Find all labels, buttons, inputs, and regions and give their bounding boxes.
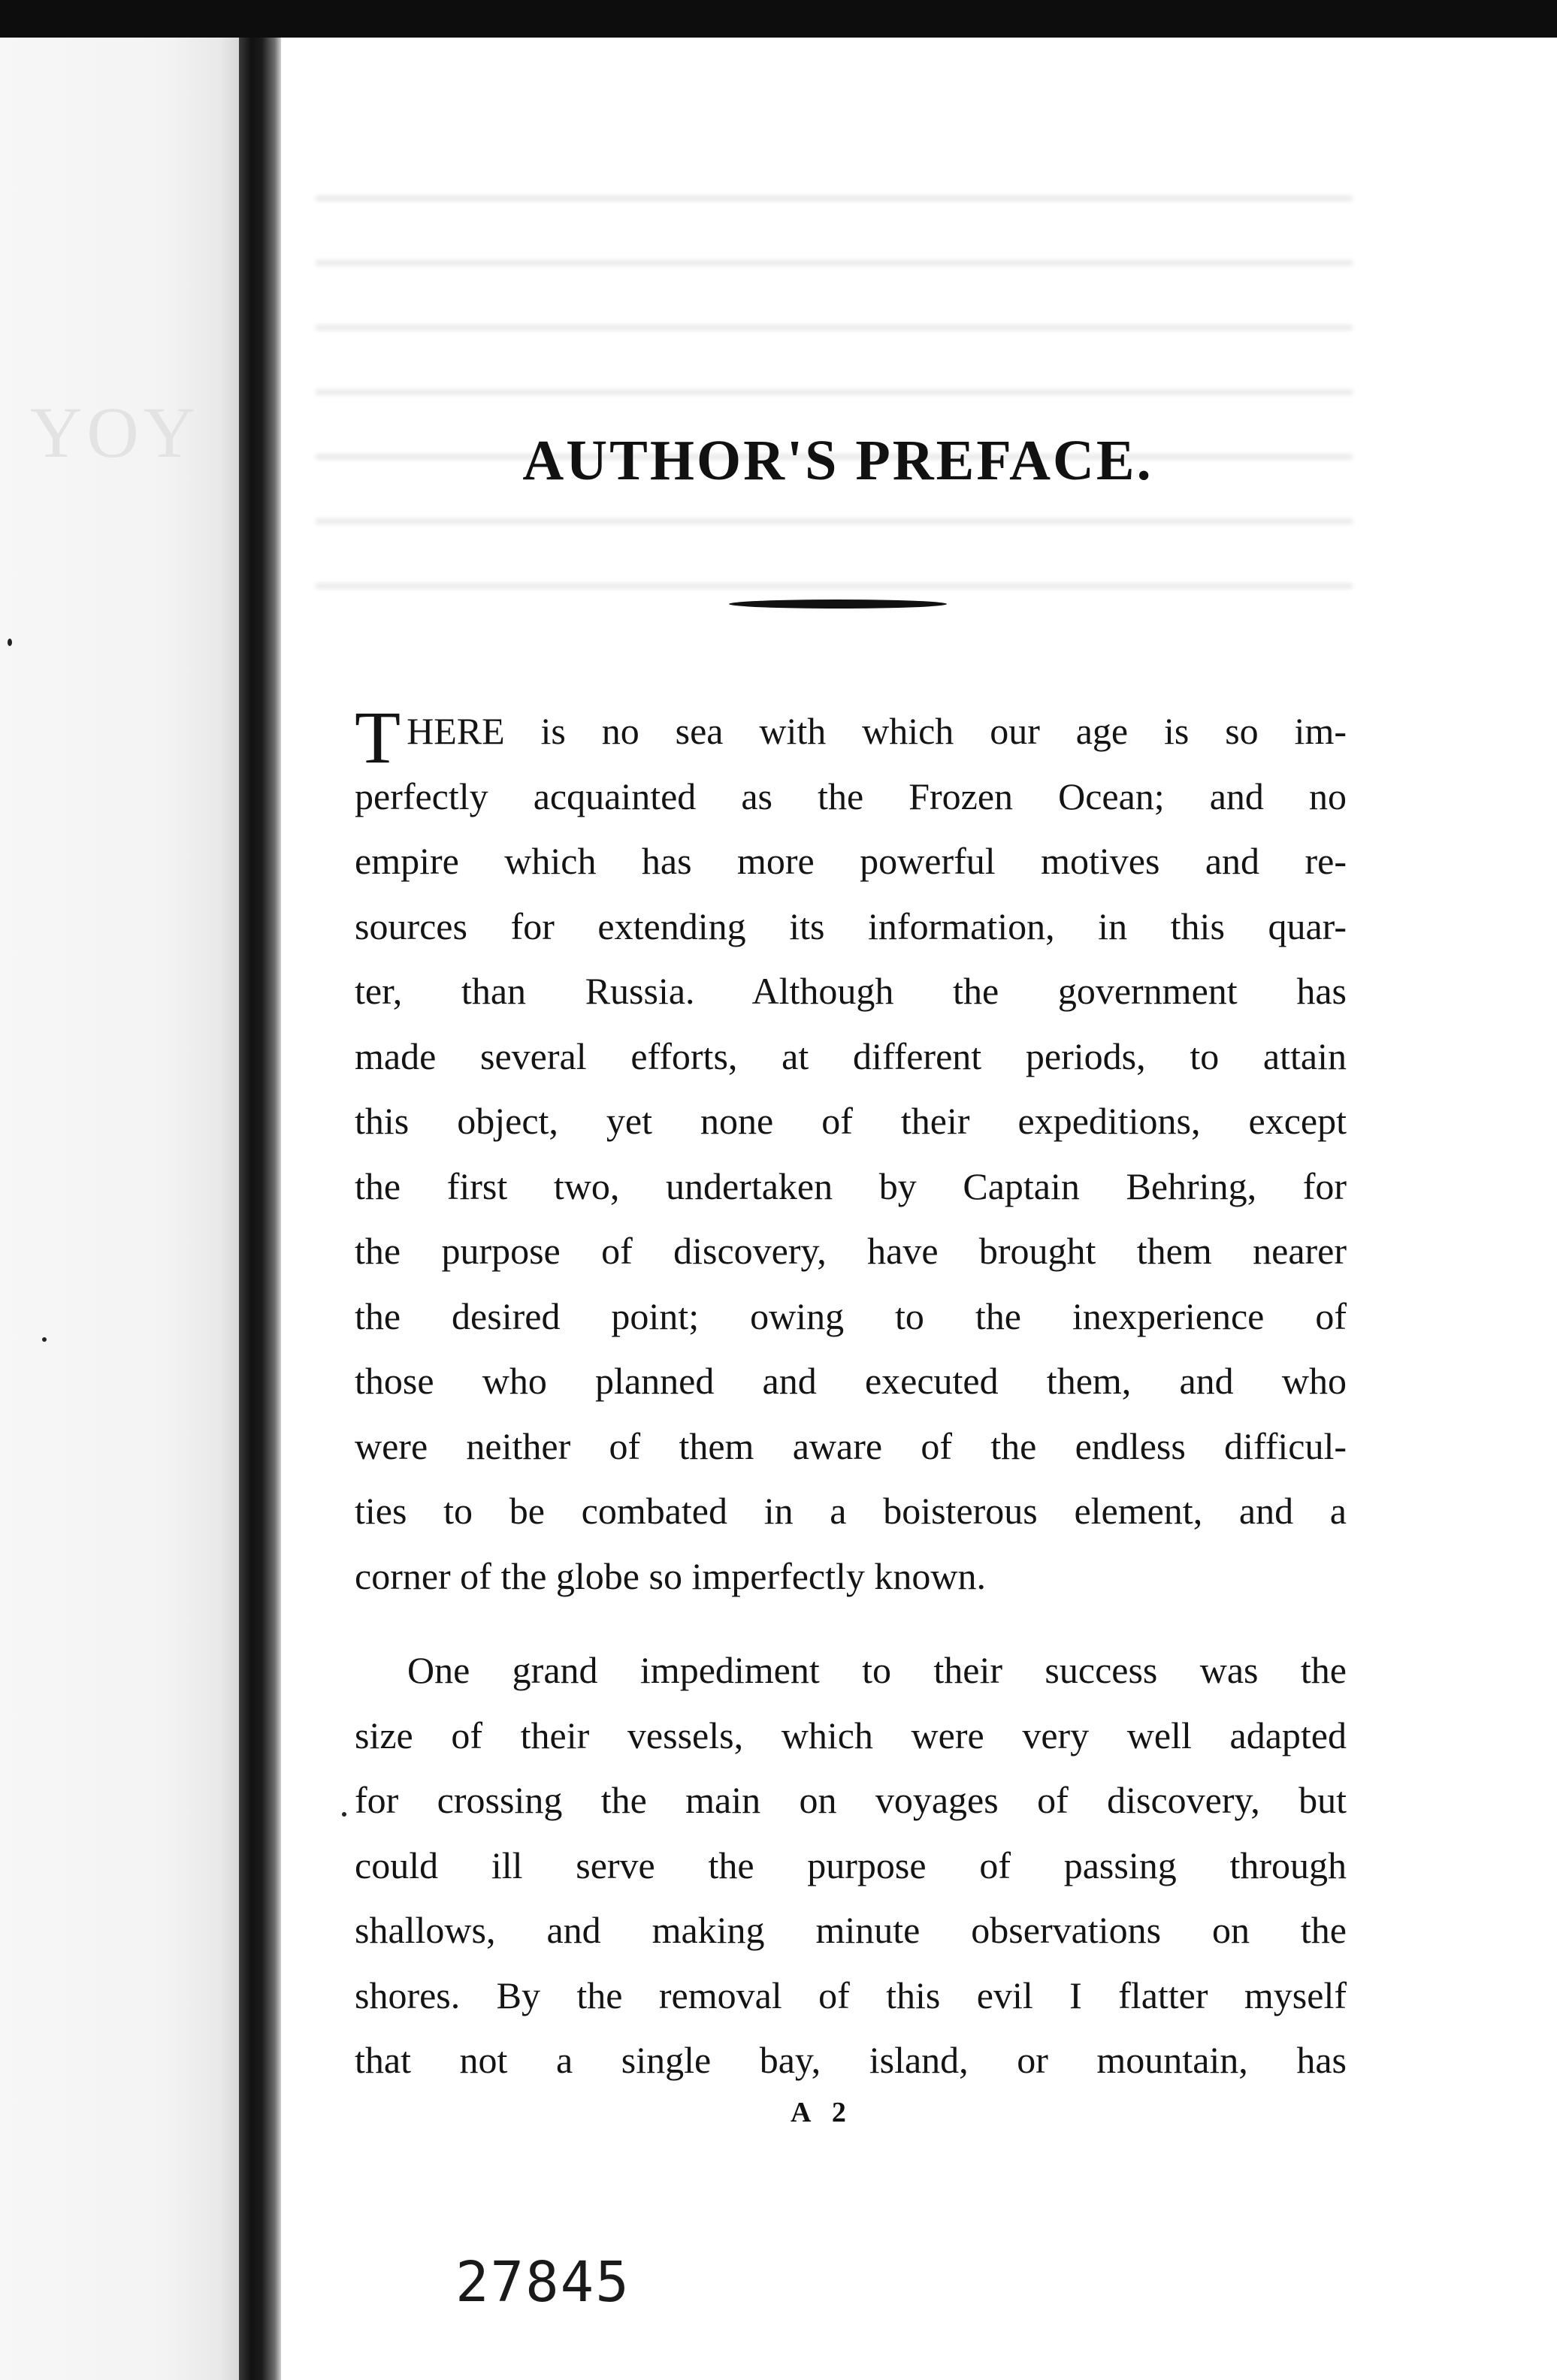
text-line: this object, yet none of their expeditions, except [355,1100,1347,1142]
drop-cap: T [355,696,401,779]
title-rule [729,600,947,609]
left-page-edge [0,38,239,2380]
text-line: the purpose of discovery, have brought them nearer [355,1230,1347,1272]
left-page-show-through: YOY [30,392,200,473]
catalog-stamp-number: 27845 [455,2250,630,2315]
text-line: those who planned and executed them, and who [355,1360,1347,1402]
ink-speck [42,1337,47,1342]
page-title: AUTHOR'S PREFACE. [522,429,1153,492]
text-line: shallows, and making minute observations on the [355,1909,1347,1951]
text-line: corner of the globe so imperfectly known. [355,1554,987,1597]
text-line: made several efforts, at different periods, to attain [355,1034,1347,1077]
ink-speck [342,1812,346,1817]
text-line: size of their vessels, which were very well adapted [355,1714,1347,1756]
paragraph-1 [355,696,1347,1608]
text-line: the first two, undertaken by Captain Behring, for [355,1164,1347,1207]
text-line: perfectly acquainted as the Frozen Ocean; and no [355,775,1347,817]
text-line: empire which has more powerful motives and re- [355,840,1347,882]
reverse-page-bleed-through [316,195,1353,646]
text-line: ter, than Russia. Although the government has [355,970,1347,1012]
text-line: shores. By the removal of this evil I flatter myself [355,1974,1347,2016]
text-line: were neither of them aware of the endless difficul- [355,1424,1347,1467]
text-line: for crossing the main on voyages of discovery, but [355,1779,1347,1821]
paragraph-1-line-1: THERE is no sea with which our age is so im- [355,696,1347,779]
signature-mark: A 2 [791,2097,854,2128]
text-line: ties to be combated in a boisterous element, and a [355,1490,1347,1532]
text-line: that not a single bay, island, or mountain, has [355,2039,1347,2081]
book-gutter [239,38,281,2380]
scanned-spread [0,38,1557,2380]
paragraph-2 [355,1638,1347,2093]
text-line: sources for extending its information, in this quar- [355,905,1347,947]
ink-speck [8,639,12,646]
text-line: could ill serve the purpose of passing through [355,1844,1347,1886]
text-line: the desired point; owing to the inexperience of [355,1294,1347,1337]
text-line: One grand impediment to their success was the [407,1649,1347,1691]
